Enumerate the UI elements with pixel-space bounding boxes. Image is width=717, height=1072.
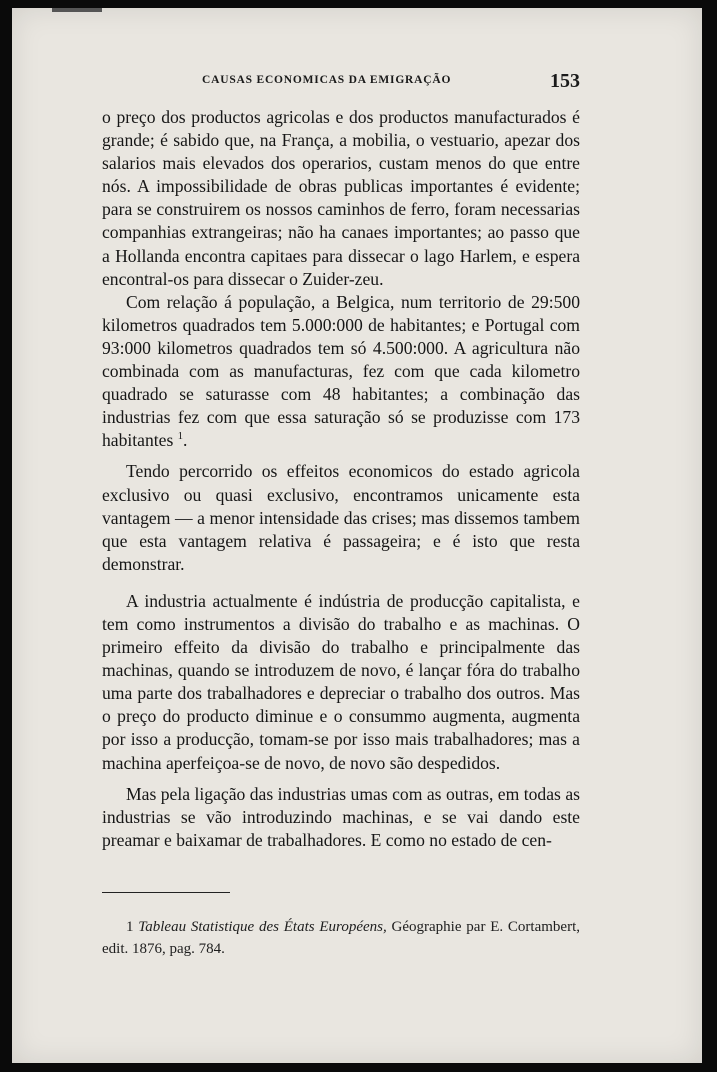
running-title: CAUSAS ECONOMICAS DA EMIGRAÇÃO <box>202 74 452 86</box>
footnote-marker: 1 <box>126 919 134 935</box>
paragraph-4: A industria actualmente é indústria de producção capitalista, e tem como instrumentos a divisão do trabalho e as machinas. O primeiro effeito da divisão do trabalho e principalmente das machinas, quando se introduzem de novo, é lançar fóra do trabalho uma parte dos trabalhadores e depreciar o trabalho dos outros. Mas o preço do producto diminue e o consummo augmenta, augmenta por isso a producção, tomam-se por isso mais trabalhadores; mas a machina aperfeiçoa-se de novo, de novo são despedidos. <box>102 590 580 773</box>
footnote-title: Tableau Statistique des États Européens, <box>138 919 387 935</box>
paragraph-2-text: Com relação á população, a Belgica, num territorio de 29:500 kilometros quadrados tem 5.000:000 de habitantes; e Portugal com 93:000 kilometros quadrados tem só 4.500:000. A agricultura não combinada com as manufacturas, fez com que cada kilometro quadrado se saturasse com 48 habitantes; a combinação das industrias fez com que essa saturação só se produzisse com 173 habitantes <box>102 291 580 451</box>
paragraph-2 <box>102 291 580 453</box>
footnote <box>102 916 580 960</box>
footnote-rule <box>102 892 230 893</box>
book-page <box>12 8 702 1063</box>
paragraph-3: Tendo percorrido os effeitos economicos do estado agricola exclusivo ou quasi exclusivo, encontramos unicamente esta vantagem — a menor intensidade das crises; mas dissemos tambem que esta vantagem relativa é passageira; e é isto que resta demonstrar. <box>102 461 580 574</box>
running-header <box>102 70 580 94</box>
paragraph-5: Mas pela ligação das industrias umas com as outras, em todas as industrias se vão introduzindo machinas, e se vai dando este preamar e baixamar de trabalhadores. E como no estado de cen- <box>102 783 580 850</box>
page-number: 153 <box>550 70 580 92</box>
body-text <box>102 106 580 852</box>
footnote-citation: Géographie par E. Cortambert, edit. 1876, pag. 784. <box>102 919 580 957</box>
paragraph-1: o preço dos productos agricolas e dos productos manufacturados é grande; é sabido que, na França, a mobilia, o vestuario, apezar dos salarios mais elevados dos operarios, custam menos do que entre nós. A impossibilidade de obras publicas importantes é evidente; para se construirem os nossos caminhos de ferro, foram necessarias companhias extrangeiras; não ha canaes importantes; ao passo que a Hollanda encontra capitaes para dissecar o lago Harlem, e espera encontral-os para dissecar o Zuider-zeu. <box>102 107 580 289</box>
footnote-reference[interactable]: 1 <box>177 431 184 443</box>
paragraph-2-end: . <box>183 430 188 451</box>
